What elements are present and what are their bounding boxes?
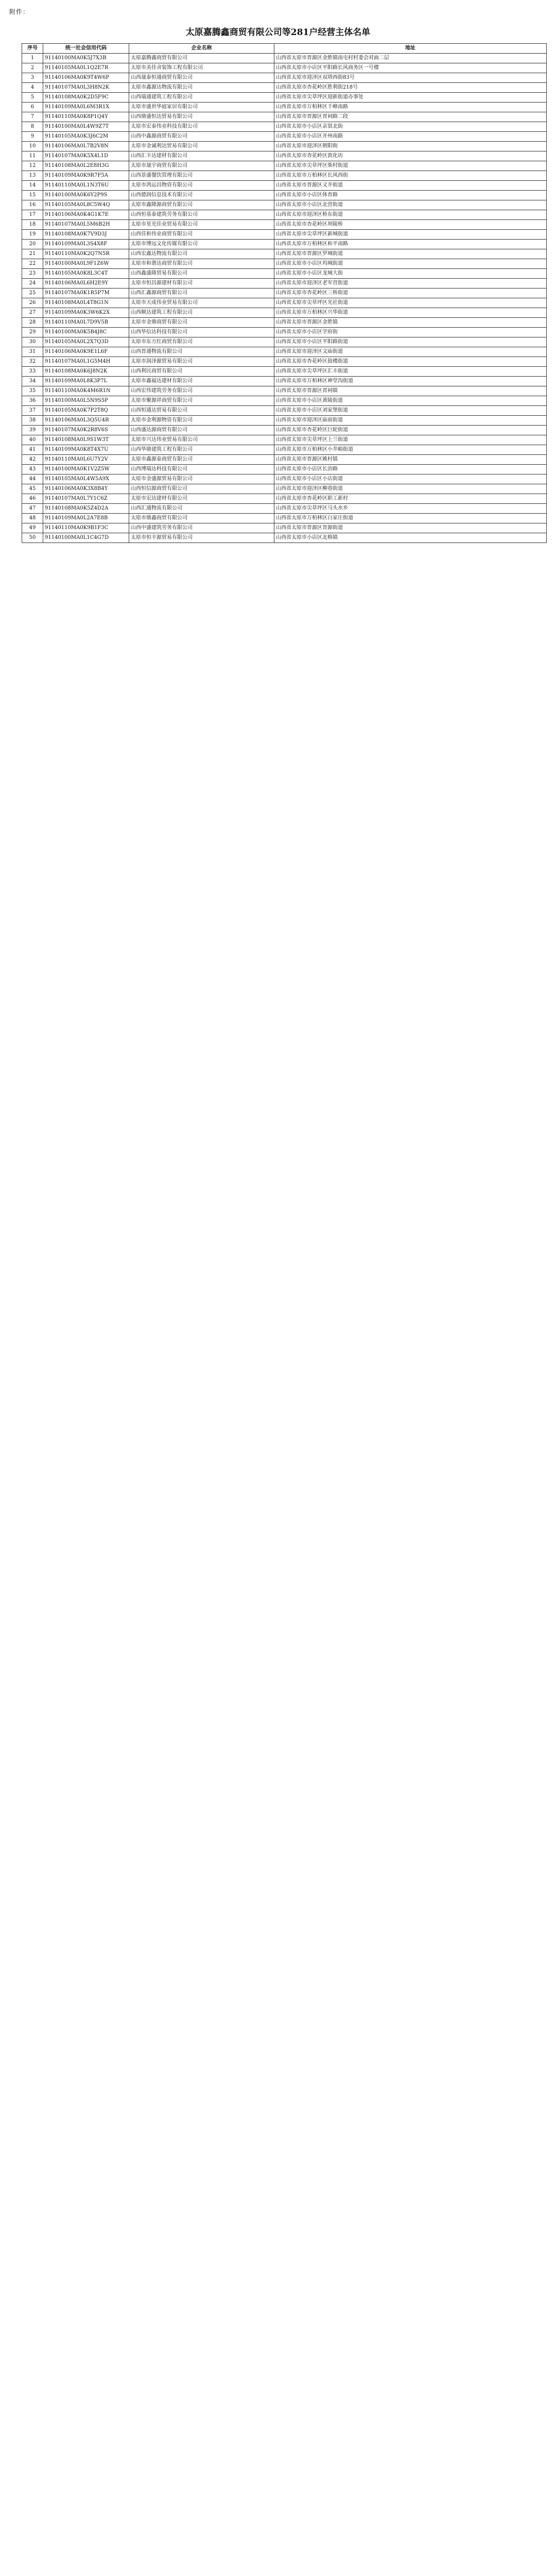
cell-address: 山西省太原市杏花岭区敦化坊 <box>274 151 547 161</box>
table-row <box>22 367 547 377</box>
cell-company-name: 山西中鑫源商贸有限公司 <box>129 132 274 142</box>
cell-index: 45 <box>22 484 43 494</box>
table-row <box>22 132 547 142</box>
cell-credit-code: 91140105MA0K7P2T8Q <box>43 406 129 416</box>
cell-company-name: 太原市恒丰源贸易有限公司 <box>129 533 274 543</box>
cell-credit-code: 91140105MA0L1Q2E7R <box>43 63 129 73</box>
cell-company-name: 太原市金诚利达贸易有限公司 <box>129 142 274 151</box>
table-row <box>22 54 547 63</box>
header-company-name: 企业名称 <box>129 44 274 54</box>
cell-address: 山西省太原市晋源区姚村镇 <box>274 455 547 465</box>
entity-list-table <box>22 43 547 543</box>
table-row <box>22 347 547 357</box>
table-row <box>22 93 547 103</box>
table-row <box>22 426 547 435</box>
table-row <box>22 504 547 514</box>
cell-credit-code: 91140100MA0K1V2Z5W <box>43 465 129 474</box>
cell-address: 山西省太原市小店区小店街道 <box>274 474 547 484</box>
cell-index: 13 <box>22 171 43 181</box>
cell-address: 山西省太原市晋源区金胜镇南屯村村委会对面二层 <box>274 54 547 63</box>
cell-company-name: 山西华信达科技有限公司 <box>129 328 274 337</box>
cell-index: 41 <box>22 445 43 455</box>
header-address: 地址 <box>274 44 547 54</box>
cell-address: 山西省太原市万柏林区和平南路 <box>274 240 547 249</box>
cell-address: 山西省太原市万柏林区白家庄街道 <box>274 514 547 523</box>
cell-company-name: 太原市金利源物资有限公司 <box>129 416 274 426</box>
cell-address: 山西省太原市晋源区金胜镇 <box>274 318 547 328</box>
cell-credit-code: 91140109MA0K9R7F5A <box>43 171 129 181</box>
cell-index: 43 <box>22 465 43 474</box>
cell-credit-code: 91140105MA0L8C5W4Q <box>43 200 129 210</box>
cell-index: 29 <box>22 328 43 337</box>
table-row <box>22 474 547 484</box>
table-row <box>22 514 547 523</box>
table-row <box>22 230 547 240</box>
table-row <box>22 161 547 171</box>
cell-company-name: 太原市美佳舍装饰工程有限公司 <box>129 63 274 73</box>
cell-index: 30 <box>22 337 43 347</box>
cell-company-name: 太原市润泽源贸易有限公司 <box>129 357 274 367</box>
table-row <box>22 328 547 337</box>
cell-company-name: 山西鑫盛隆贸易有限公司 <box>129 269 274 279</box>
cell-credit-code: 91140106MA0K3X8B4Y <box>43 484 129 494</box>
cell-company-name: 太原市鑫源泰商贸有限公司 <box>129 455 274 465</box>
cell-address: 山西省太原市迎泽区柳巷街道 <box>274 484 547 494</box>
cell-company-name: 太原市鑫福达建材有限公司 <box>129 377 274 386</box>
table-row <box>22 279 547 289</box>
cell-company-name: 太原市鼎鑫商贸有限公司 <box>129 514 274 523</box>
cell-address: 山西省太原市晋源区晋祠镇 <box>274 386 547 396</box>
table-row <box>22 73 547 83</box>
cell-credit-code: 91140100MA0K6Y2P9S <box>43 191 129 200</box>
cell-credit-code: 91140106MA0K9E1L6F <box>43 347 129 357</box>
cell-address: 山西省太原市万柏林区小井峪街道 <box>274 445 547 455</box>
cell-address: 山西省太原市小店区龙城大街 <box>274 269 547 279</box>
cell-credit-code: 91140109MA0L2A7E8B <box>43 514 129 523</box>
cell-address: 山西省太原市晋源区义井街道 <box>274 181 547 191</box>
cell-company-name: 山西博瑞达科技有限公司 <box>129 465 274 474</box>
table-row <box>22 240 547 249</box>
cell-company-name: 太原市金鼎商贸有限公司 <box>129 318 274 328</box>
cell-company-name: 太原市鑫源达物流有限公司 <box>129 83 274 93</box>
cell-credit-code: 91140106MA0L6H2E9Y <box>43 279 129 289</box>
cell-company-name: 太原市鑫隆源商贸有限公司 <box>129 200 274 210</box>
cell-credit-code: 91140100MA0L1C4G7D <box>43 533 129 543</box>
cell-company-name: 山西宏伟建筑劳务有限公司 <box>129 386 274 396</box>
cell-credit-code: 91140109MA0L3S4X8F <box>43 240 129 249</box>
cell-address: 山西省太原市小店区平阳路街道 <box>274 337 547 347</box>
cell-company-name: 太原市兴达伟业贸易有限公司 <box>129 435 274 445</box>
cell-index: 4 <box>22 83 43 93</box>
table-row <box>22 445 547 455</box>
cell-company-name: 山西瑞通建筑工程有限公司 <box>129 93 274 103</box>
cell-credit-code: 91140100MA0K5B4J8C <box>43 328 129 337</box>
table-row <box>22 318 547 328</box>
table-row <box>22 63 547 73</box>
cell-index: 15 <box>22 191 43 200</box>
cell-credit-code: 91140105MA0K3J6C2M <box>43 132 129 142</box>
cell-index: 7 <box>22 112 43 122</box>
cell-index: 25 <box>22 289 43 298</box>
cell-index: 33 <box>22 367 43 377</box>
cell-address: 山西省太原市小店区并州南路 <box>274 132 547 142</box>
cell-index: 19 <box>22 230 43 240</box>
table-row <box>22 455 547 465</box>
cell-address: 山西省太原市晋源区晋源街道 <box>274 523 547 533</box>
cell-index: 8 <box>22 122 43 132</box>
cell-company-name: 山西汇丰达建材有限公司 <box>129 151 274 161</box>
cell-index: 17 <box>22 210 43 220</box>
cell-company-name: 太原市晟宇商贸有限公司 <box>129 161 274 171</box>
cell-address: 山西省太原市小店区黄陵街道 <box>274 396 547 406</box>
cell-address: 山西省太原市杏花岭区三桥街道 <box>274 289 547 298</box>
cell-index: 50 <box>22 533 43 543</box>
cell-credit-code: 91140100MA0L9F1Z6W <box>43 259 129 269</box>
cell-address: 山西省太原市迎泽区朝阳街 <box>274 142 547 151</box>
cell-index: 9 <box>22 132 43 142</box>
cell-index: 12 <box>22 161 43 171</box>
cell-address: 山西省太原市迎泽区桥东街道 <box>274 210 547 220</box>
cell-company-name: 太原市金盛源贸易有限公司 <box>129 474 274 484</box>
table-row <box>22 484 547 494</box>
cell-index: 6 <box>22 103 43 112</box>
table-row <box>22 122 547 132</box>
table-row <box>22 533 547 543</box>
cell-index: 37 <box>22 406 43 416</box>
cell-address: 山西省太原市小店区平阳路长风商务区一号楼 <box>274 63 547 73</box>
attachment-label: 附件： <box>9 8 30 15</box>
cell-address: 山西省太原市尖草坪区光社街道 <box>274 298 547 308</box>
cell-address: 山西省太原市万柏林区神堂沟街道 <box>274 377 547 386</box>
cell-index: 48 <box>22 514 43 523</box>
cell-index: 21 <box>22 249 43 259</box>
cell-credit-code: 91140105MA0L2X7Q3D <box>43 337 129 347</box>
table-row <box>22 298 547 308</box>
table-row <box>22 357 547 367</box>
cell-address: 山西省太原市小店区刘家堡街道 <box>274 406 547 416</box>
cell-company-name: 太原市聚源祥商贸有限公司 <box>129 396 274 406</box>
cell-company-name: 山西恒基泰建筑劳务有限公司 <box>129 210 274 220</box>
cell-index: 49 <box>22 523 43 533</box>
table-row <box>22 83 547 93</box>
cell-index: 27 <box>22 308 43 318</box>
table-row <box>22 289 547 298</box>
table-row <box>22 396 547 406</box>
cell-credit-code: 91140110MA0K2Q7N5R <box>43 249 129 259</box>
cell-address: 山西省太原市迎泽区老军营街道 <box>274 279 547 289</box>
cell-index: 20 <box>22 240 43 249</box>
cell-credit-code: 91140108MA0L9S1W3T <box>43 435 129 445</box>
cell-company-name: 太原市博远文化传媒有限公司 <box>129 240 274 249</box>
cell-company-name: 太原市宏泰伟业科技有限公司 <box>129 122 274 132</box>
cell-credit-code: 91140107MA0L5M6B2H <box>43 220 129 230</box>
table-row <box>22 171 547 181</box>
table-header-row <box>22 44 547 54</box>
table-row <box>22 386 547 396</box>
cell-company-name: 山西晟泰恒通商贸有限公司 <box>129 73 274 83</box>
table-row <box>22 181 547 191</box>
cell-credit-code: 91140110MA0L6U7Y2V <box>43 455 129 465</box>
cell-credit-code: 91140107MA0K1R5P7M <box>43 289 129 298</box>
cell-company-name: 山西佳和伟业商贸有限公司 <box>129 230 274 240</box>
cell-credit-code: 91140109MA0L6M3R1X <box>43 103 129 112</box>
cell-credit-code: 91140107MA0L1G5M4H <box>43 357 129 367</box>
cell-company-name: 山西华鼎建筑工程有限公司 <box>129 445 274 455</box>
table-row <box>22 112 547 122</box>
cell-credit-code: 91140106MA0K4G1K7E <box>43 210 129 220</box>
cell-credit-code: 91140106MA0L3Q5U4R <box>43 416 129 426</box>
cell-credit-code: 91140109MA0K8T4X7U <box>43 445 129 455</box>
cell-company-name: 山西中盛建筑劳务有限公司 <box>129 523 274 533</box>
cell-company-name: 山西汇通物流有限公司 <box>129 504 274 514</box>
cell-index: 1 <box>22 54 43 63</box>
cell-address: 山西省太原市迎泽区文庙街道 <box>274 347 547 357</box>
cell-index: 23 <box>22 269 43 279</box>
cell-credit-code: 91140107MA0L7Y1C6Z <box>43 494 129 504</box>
table-row <box>22 269 547 279</box>
cell-index: 18 <box>22 220 43 230</box>
table-row <box>22 406 547 416</box>
cell-index: 44 <box>22 474 43 484</box>
cell-credit-code: 91140105MA0L4W5A9X <box>43 474 129 484</box>
cell-index: 32 <box>22 357 43 367</box>
cell-company-name: 山西景盛餐饮管理有限公司 <box>129 171 274 181</box>
cell-address: 山西省太原市尖草坪区新城街道 <box>274 230 547 240</box>
cell-company-name: 太原市和谐达商贸有限公司 <box>129 259 274 269</box>
cell-address: 山西省太原市晋源区晋祠路二段 <box>274 112 547 122</box>
cell-credit-code: 91140107MA0K2R8V6S <box>43 426 129 435</box>
cell-company-name: 山西德润信息技术有限公司 <box>129 191 274 200</box>
cell-address: 山西省太原市小店区北格镇 <box>274 533 547 543</box>
header-credit-code: 统一社会信用代码 <box>43 44 129 54</box>
cell-credit-code: 91140108MA0K5Z4D2A <box>43 504 129 514</box>
cell-company-name: 太原市星光佳业贸易有限公司 <box>129 220 274 230</box>
cell-address: 山西省太原市杏花岭区鼓楼街道 <box>274 357 547 367</box>
table-row <box>22 465 547 474</box>
table-row <box>22 103 547 112</box>
cell-index: 38 <box>22 416 43 426</box>
cell-credit-code: 91140106MA0L7B2V8N <box>43 142 129 151</box>
cell-credit-code: 91140110MA0L7D9V5B <box>43 318 129 328</box>
table-row <box>22 523 547 533</box>
cell-address: 山西省太原市尖草坪区柴村街道 <box>274 161 547 171</box>
cell-index: 47 <box>22 504 43 514</box>
cell-index: 46 <box>22 494 43 504</box>
cell-address: 山西省太原市晋源区罗城街道 <box>274 249 547 259</box>
table-row <box>22 200 547 210</box>
table-row <box>22 249 547 259</box>
cell-credit-code: 91140107MA0K5X4L1D <box>43 151 129 161</box>
cell-address: 山西省太原市小店区体育路 <box>274 191 547 200</box>
cell-company-name: 山西盛达源商贸有限公司 <box>129 426 274 435</box>
cell-credit-code: 91140109MA0L8K3P7L <box>43 377 129 386</box>
document-title: 太原嘉腾鑫商贸有限公司等281户经营主体名单 <box>185 27 371 38</box>
cell-index: 42 <box>22 455 43 465</box>
cell-address: 山西省太原市尖草坪区迎新街道办事处 <box>274 93 547 103</box>
cell-credit-code: 91140110MA0K9B1F3C <box>43 523 129 533</box>
cell-index: 16 <box>22 200 43 210</box>
cell-credit-code: 91140108MA0K2D5F9C <box>43 93 129 103</box>
cell-credit-code: 91140106MA0K9T4W6P <box>43 73 129 83</box>
table-row <box>22 151 547 161</box>
cell-company-name: 太原市天成伟业贸易有限公司 <box>129 298 274 308</box>
cell-company-name: 山西晋通物流有限公司 <box>129 347 274 357</box>
cell-index: 39 <box>22 426 43 435</box>
cell-credit-code: 91140105MA0K8L3C4T <box>43 269 129 279</box>
table-row <box>22 494 547 504</box>
cell-address: 山西省太原市小店区坞城街道 <box>274 259 547 269</box>
cell-index: 14 <box>22 181 43 191</box>
cell-company-name: 太原市盛世华庭家居有限公司 <box>129 103 274 112</box>
cell-credit-code: 91140100MA0L5N9S5P <box>43 396 129 406</box>
table-row <box>22 259 547 269</box>
cell-address: 山西省太原市迎泽区双塔西街83号 <box>274 73 547 83</box>
cell-credit-code: 91140110MA0K8P1Q4Y <box>43 112 129 122</box>
table-row <box>22 210 547 220</box>
cell-company-name: 山西宏鑫达物流有限公司 <box>129 249 274 259</box>
cell-address: 山西省太原市迎泽区庙前街道 <box>274 416 547 426</box>
cell-company-name: 太原市东方红商贸有限公司 <box>129 337 274 347</box>
cell-index: 2 <box>22 63 43 73</box>
cell-address: 山西省太原市万柏林区兴华街道 <box>274 308 547 318</box>
cell-company-name: 太原市恒昌源建材有限公司 <box>129 279 274 289</box>
cell-index: 35 <box>22 386 43 396</box>
cell-credit-code: 91140108MA0K6J8N2K <box>43 367 129 377</box>
cell-credit-code: 91140110MA0K4M6R1N <box>43 386 129 396</box>
cell-index: 31 <box>22 347 43 357</box>
cell-address: 山西省太原市万柏林区长风西街 <box>274 171 547 181</box>
cell-index: 11 <box>22 151 43 161</box>
cell-address: 山西省太原市尖草坪区马头水乡 <box>274 504 547 514</box>
table-row <box>22 377 547 386</box>
cell-address: 山西省太原市小店区长治路 <box>274 465 547 474</box>
cell-company-name: 山西恒通达贸易有限公司 <box>129 406 274 416</box>
cell-address: 山西省太原市小店区亲贤北街 <box>274 122 547 132</box>
cell-credit-code: 91140107MA0L3H8N2K <box>43 83 129 93</box>
cell-credit-code: 91140108MA0K7V9D3J <box>43 230 129 240</box>
cell-company-name: 山西鼎盛恒达贸易有限公司 <box>129 112 274 122</box>
cell-company-name: 太原市宏达建材有限公司 <box>129 494 274 504</box>
table-body <box>22 54 547 543</box>
cell-company-name: 山西利民商贸有限公司 <box>129 367 274 377</box>
table-row <box>22 416 547 426</box>
cell-index: 34 <box>22 377 43 386</box>
cell-index: 26 <box>22 298 43 308</box>
cell-address: 山西省太原市尖草坪区上兰街道 <box>274 435 547 445</box>
cell-index: 5 <box>22 93 43 103</box>
cell-company-name: 山西顺达建筑工程有限公司 <box>129 308 274 318</box>
cell-address: 山西省太原市杏花岭区坝陵桥 <box>274 220 547 230</box>
cell-credit-code: 91140110MA0L1N3T6U <box>43 181 129 191</box>
table-row <box>22 435 547 445</box>
cell-company-name: 太原嘉腾鑫商贸有限公司 <box>129 54 274 63</box>
cell-index: 40 <box>22 435 43 445</box>
cell-index: 10 <box>22 142 43 151</box>
cell-address: 山西省太原市万柏林区千峰南路 <box>274 103 547 112</box>
table-row <box>22 220 547 230</box>
cell-company-name: 太原市鸿运昌物资有限公司 <box>129 181 274 191</box>
cell-address: 山西省太原市杏花岭区胜利街218号 <box>274 83 547 93</box>
cell-address: 山西省太原市杏花岭区巨轮街道 <box>274 426 547 435</box>
table-row <box>22 308 547 318</box>
cell-company-name: 山西恒信源商贸有限公司 <box>129 484 274 494</box>
table-row <box>22 191 547 200</box>
table-row <box>22 337 547 347</box>
cell-address: 山西省太原市尖草坪区汇丰街道 <box>274 367 547 377</box>
cell-index: 36 <box>22 396 43 406</box>
cell-credit-code: 91140109MA0K3W6K2X <box>43 308 129 318</box>
cell-index: 28 <box>22 318 43 328</box>
cell-address: 山西省太原市小店区学府街 <box>274 328 547 337</box>
cell-index: 3 <box>22 73 43 83</box>
cell-index: 24 <box>22 279 43 289</box>
cell-address: 山西省太原市小店区北营街道 <box>274 200 547 210</box>
table-row <box>22 142 547 151</box>
cell-credit-code: 91140108MA0L2E8H3G <box>43 161 129 171</box>
cell-index: 22 <box>22 259 43 269</box>
cell-credit-code: 91140100MA0K5J7X3B <box>43 54 129 63</box>
cell-credit-code: 91140100MA0L4W9Z7T <box>43 122 129 132</box>
header-index: 序号 <box>22 44 43 54</box>
cell-address: 山西省太原市杏花岭区职工新村 <box>274 494 547 504</box>
cell-company-name: 山西汇鑫源商贸有限公司 <box>129 289 274 298</box>
cell-credit-code: 91140108MA0L4T8G1N <box>43 298 129 308</box>
